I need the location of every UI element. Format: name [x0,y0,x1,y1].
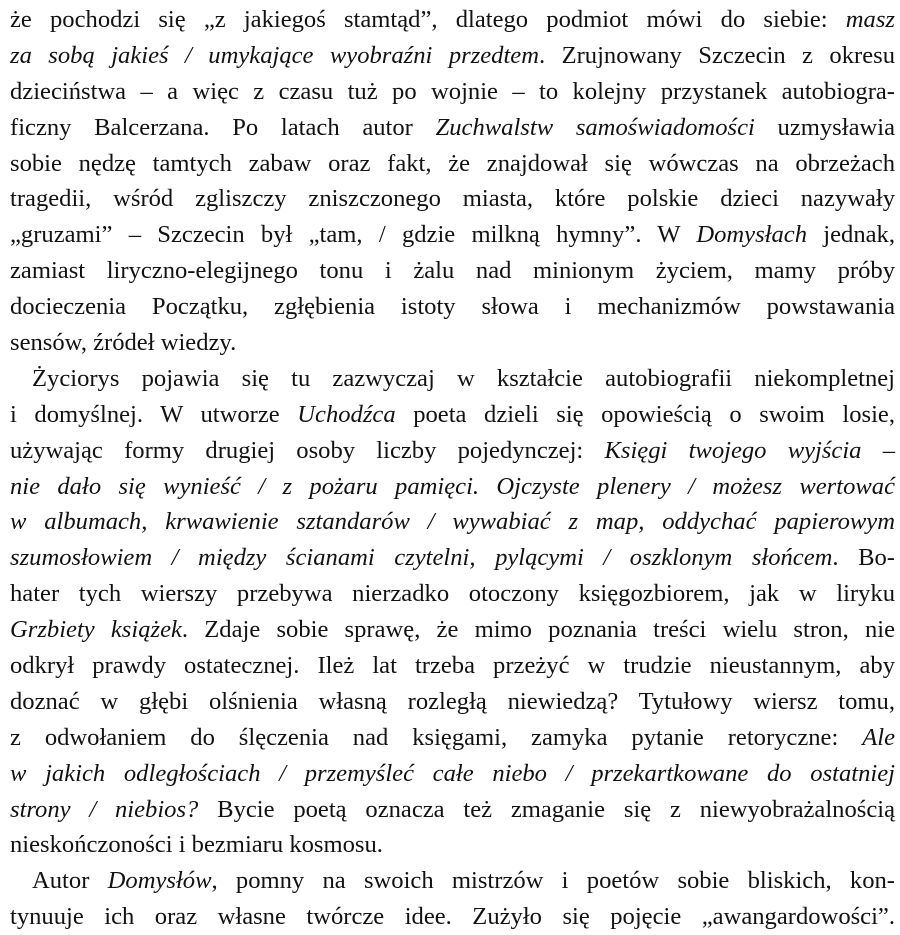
italic-text: Domysłów [107,867,212,895]
text-line [10,289,895,325]
text-segment: Bycie poetą oznacza też zmaganie się z niewyobrażalnością [198,795,895,823]
text-segment: Życiorys pojawia się tu zazwyczaj w kształcie autobiografii niekompletnej [32,364,895,392]
text-line [10,74,895,110]
text-segment: że pochodzi się „z jakiegoś stamtąd”, dlatego podmiot mówi do siebie: [10,6,846,33]
text-line [10,325,895,361]
text-segment: sobie nędzę tamtych zabaw oraz fakt, że znajdował się wówczas na obrzeżach [10,149,895,177]
text-line [10,612,895,648]
text-line [10,397,895,433]
italic-text: za sobą jakieś / umykające wyobraźni przedtem [10,41,539,69]
text-segment: poeta dzieli się opowieścią o swoim losie, [395,400,895,428]
italic-text: w jakich odległościach / przemyśleć całe niebo / przekartkowane do ostatniej [10,759,895,787]
italic-text: Uchodźca [297,400,396,428]
text-segment: tynuuje ich oraz własne twórcze idee. Zużyło się pojęcie „awangardowości”. [10,903,895,931]
text-segment: nieskończoności i bezmiaru kosmosu. [10,831,383,859]
text-segment: . Zdaje sobie sprawę, że mimo poznania treści wielu stron, nie [181,616,895,644]
text-segment: , pomny na swoich mistrzów i poetów sobie bliskich, kon- [211,867,895,895]
text-segment: hater tych wierszy przebywa nierzadko otoczony księgozbiorem, jak w liryku [10,580,895,608]
italic-text: Domysłach [696,221,807,249]
text-segment: tragedii, wśród zgliszczy zniszczonego miasta, które polskie dzieci nazywały [10,185,895,213]
text-line [10,469,895,505]
text-segment: zamiast liryczno-elegijnego tonu i żalu nad minionym życiem, mamy próby [10,257,895,285]
text-line [10,433,895,469]
italic-text: Ale [862,723,895,751]
text-line [10,756,895,792]
document-page [10,0,895,935]
italic-text: w albumach, krwawienie sztandarów / wywabiać z map, oddychać papierowym [10,508,895,536]
text-segment: uzmysławia [754,113,896,141]
italic-text: nie dało się wynieść / z pożaru pamięci. Ojczyste plenery / możesz wertować [10,472,895,500]
text-line [10,110,895,146]
text-line [10,361,895,397]
text-line [10,146,895,182]
text-line [10,648,895,684]
text-segment: używając formy drugiej osoby liczby pojedynczej: [10,436,605,464]
text-segment: Autor [32,867,108,895]
text-line [10,720,895,756]
text-line [10,863,895,899]
text-segment: z odwołaniem do ślęczenia nad księgami, zamyka pytanie retoryczne: [10,723,863,751]
text-line [10,181,895,217]
italic-text: strony / niebios? [10,795,199,823]
italic-text: masz [845,6,895,33]
text-line [10,540,895,576]
text-segment: sensów, źródeł wiedzy. [10,329,237,357]
text-segment: „gruzami” – Szczecin był „tam, / gdzie milkną hymny”. W [10,221,697,249]
text-line [10,504,895,540]
italic-text: Zuchwalstw samoświadomości [435,113,755,141]
text-line [10,827,895,863]
text-segment: odkrył prawdy ostatecznej. Ileż lat trzeba przeżyć w trudzie nieustannym, aby [10,652,895,680]
text-line [10,2,895,38]
text-segment: doznać w głębi olśnienia własną rozległą niewiedzą? Tytułowy wiersz tomu, [10,687,895,715]
text-line [10,576,895,612]
italic-text: Księgi twojego wyjścia – [604,436,895,464]
text-line [10,217,895,253]
text-line [10,792,895,828]
text-line [10,899,895,935]
text-line [10,38,895,74]
paragraph [10,2,895,361]
text-line [10,684,895,720]
text-line [10,253,895,289]
text-segment: . Zrujnowany Szczecin z okresu [538,41,895,69]
text-segment: jednak, [807,221,895,249]
italic-text: szumosłowiem / między ścianami czytelni, pylącymi / oszklonym słońcem [10,544,833,572]
text-segment: ficzny Balcerzana. Po latach autor [10,113,436,141]
paragraph [10,361,895,863]
text-segment: dzieciństwa – a więc z czasu tuż po wojnie – to kolejny przystanek autobiogra- [10,77,895,105]
text-segment: . Bo- [832,544,896,572]
italic-text: Grzbiety książek [10,616,182,644]
paragraph [10,863,895,935]
text-segment: docieczenia Początku, zgłębienia istoty słowa i mechanizmów powstawania [10,293,895,321]
text-segment: i domyślnej. W utworze [10,400,298,428]
